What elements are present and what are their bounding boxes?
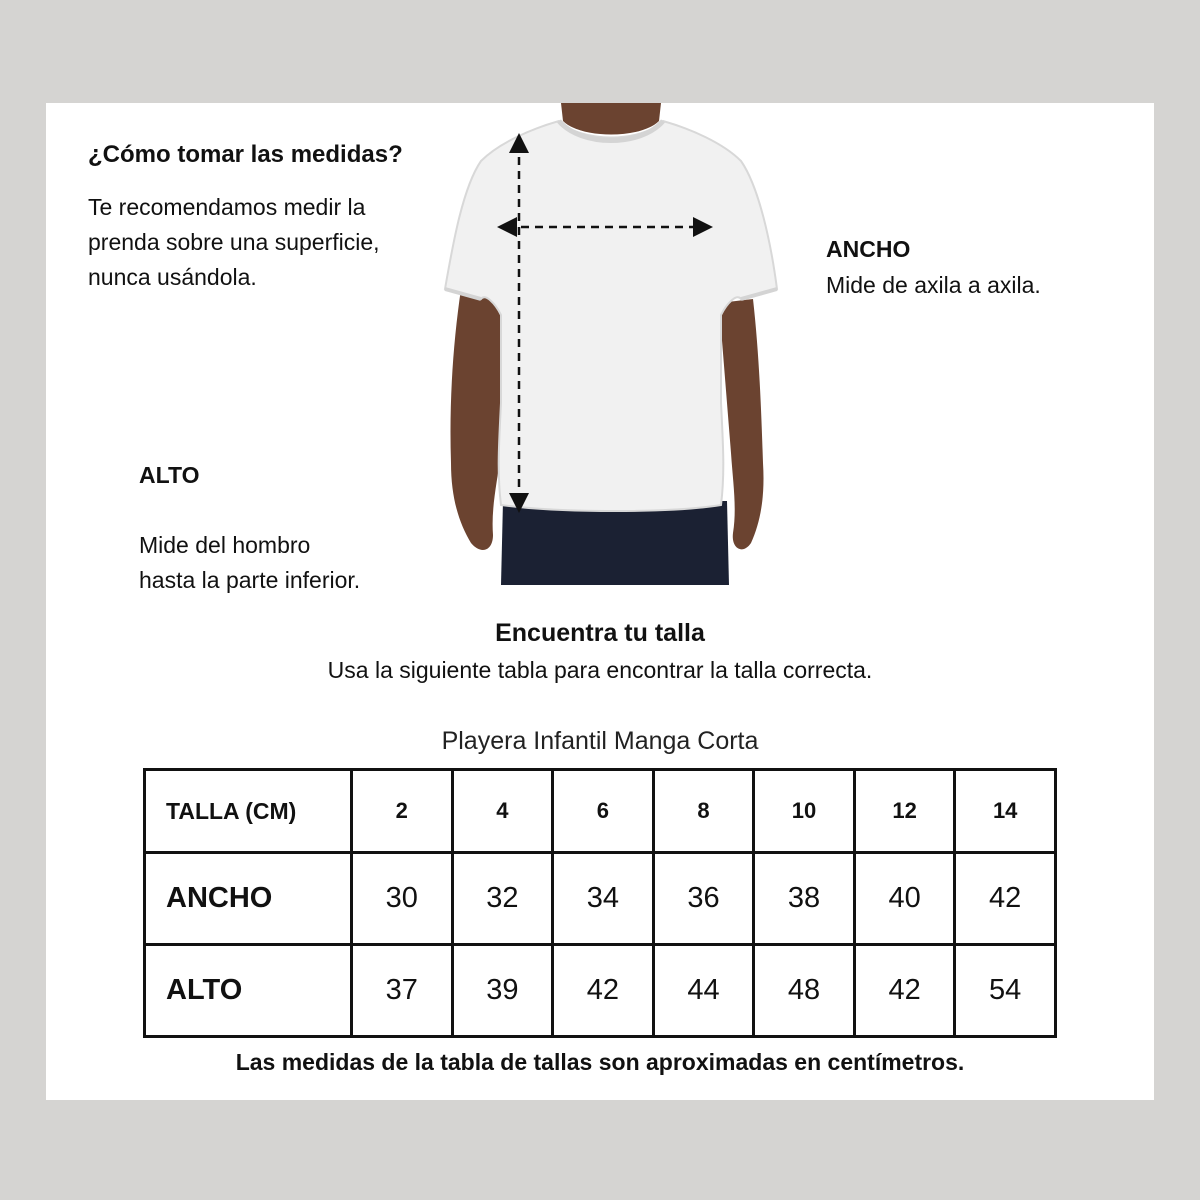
child-tshirt-figure xyxy=(441,103,791,585)
table-cell: 32 xyxy=(452,853,553,945)
howto-text: Te recomendamos medir la prenda sobre una superficie, nunca usándola. xyxy=(88,194,380,290)
table-cell: 44 xyxy=(653,945,754,1037)
alto-title: ALTO xyxy=(139,462,200,488)
size-table xyxy=(143,768,1057,1038)
table-header-row xyxy=(145,770,1056,853)
table-cell: 37 xyxy=(352,945,453,1037)
ancho-instruction xyxy=(826,231,1041,303)
alto-instruction xyxy=(139,423,360,633)
find-size-title: Encuentra tu talla xyxy=(495,619,705,647)
find-size-subtitle: Usa la siguiente tabla para encontrar la talla correcta. xyxy=(327,657,873,683)
table-cell: 42 xyxy=(553,945,654,1037)
ancho-text: Mide de axila a axila. xyxy=(826,272,1041,298)
neck xyxy=(561,103,661,135)
size-header: 14 xyxy=(955,770,1056,853)
ancho-title: ANCHO xyxy=(826,236,911,262)
size-guide-sheet xyxy=(46,103,1154,1100)
left-arm xyxy=(450,289,503,550)
table-cell: 34 xyxy=(553,853,654,945)
row-label: ALTO xyxy=(145,945,352,1037)
size-header: 2 xyxy=(352,770,453,853)
size-header: 6 xyxy=(553,770,654,853)
table-cell: 48 xyxy=(754,945,855,1037)
footnote: Las medidas de la tabla de tallas son aproximadas en centímetros. xyxy=(235,1049,965,1075)
table-caption: Playera Infantil Manga Corta xyxy=(441,727,759,755)
table-row xyxy=(145,945,1056,1037)
table-cell: 54 xyxy=(955,945,1056,1037)
size-header: 8 xyxy=(653,770,754,853)
header-label: TALLA (CM) xyxy=(145,770,352,853)
table-cell: 36 xyxy=(653,853,754,945)
table-cell: 40 xyxy=(854,853,955,945)
table-cell: 42 xyxy=(955,853,1056,945)
table-cell: 39 xyxy=(452,945,553,1037)
size-header: 4 xyxy=(452,770,553,853)
table-cell: 42 xyxy=(854,945,955,1037)
table-cell: 38 xyxy=(754,853,855,945)
alto-text: Mide del hombro hasta la parte inferior. xyxy=(139,532,361,593)
table-cell: 30 xyxy=(352,853,453,945)
row-label: ANCHO xyxy=(145,853,352,945)
pants xyxy=(501,501,729,585)
howto-title: ¿Cómo tomar las medidas? xyxy=(88,141,403,168)
size-header: 10 xyxy=(754,770,855,853)
size-header: 12 xyxy=(854,770,955,853)
table-row xyxy=(145,853,1056,945)
